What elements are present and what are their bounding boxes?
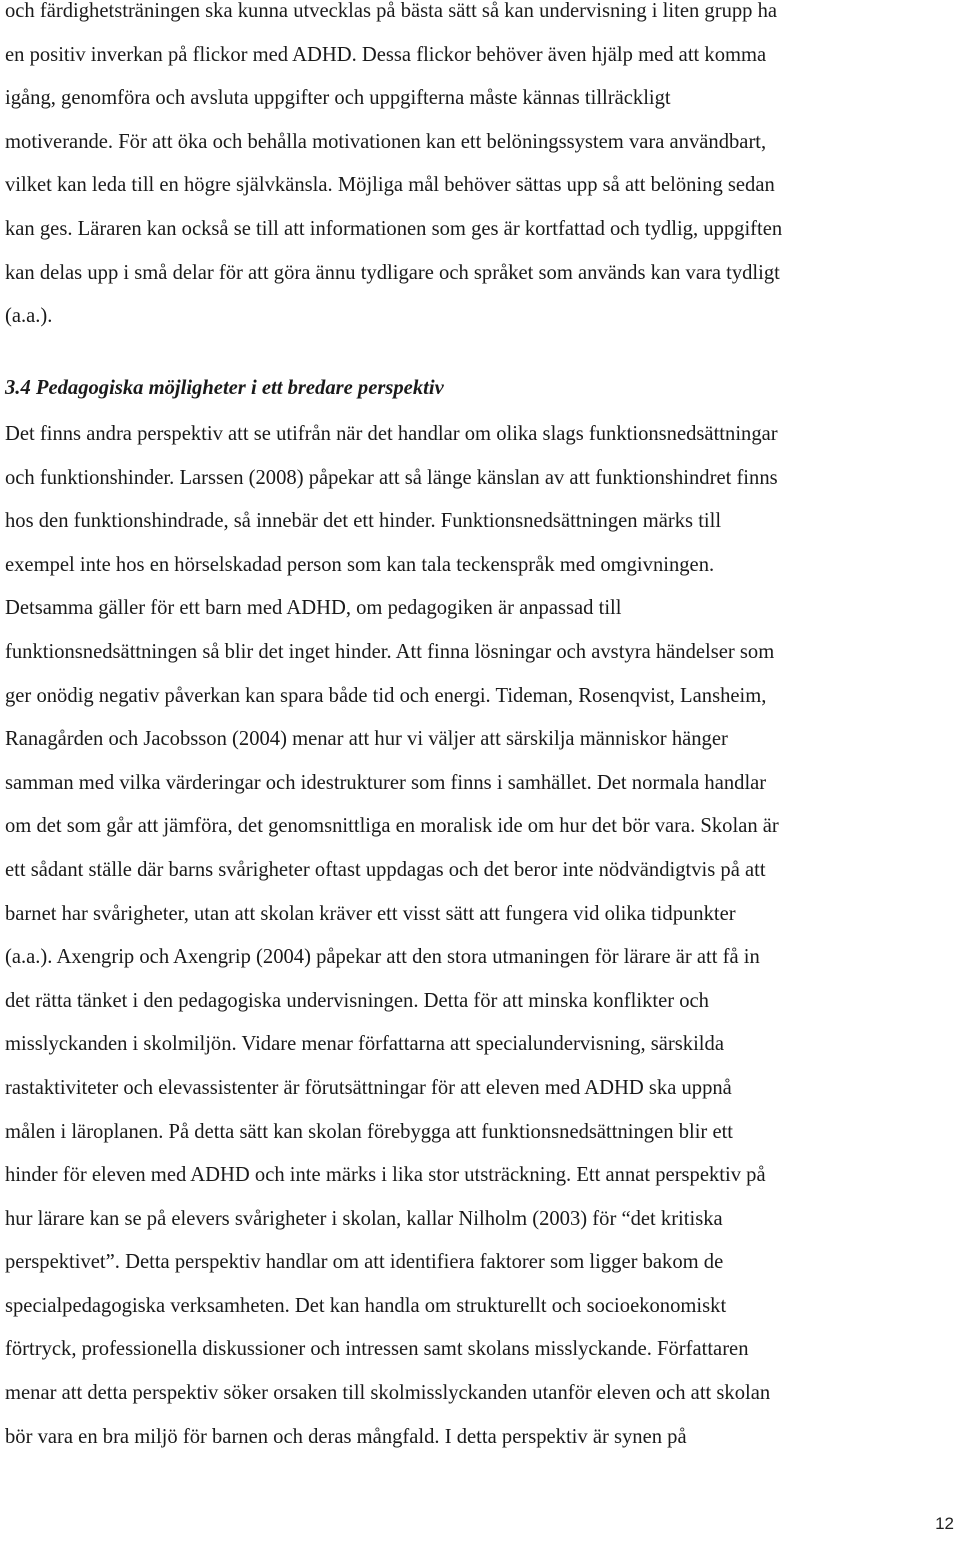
text-line: samman med vilka värderingar och idestrukturer som finns i samhället. Det normala handlar bbox=[5, 771, 767, 794]
text-line: exempel inte hos en hörselskadad person som kan tala teckenspråk med omgivningen. bbox=[5, 553, 715, 576]
text-line: misslyckanden i skolmiljön. Vidare menar författarna att specialundervisning, särskilda bbox=[5, 1033, 724, 1056]
text-line: Ranagården och Jacobsson (2004) menar att hur vi väljer att särskilja människor hänger bbox=[5, 728, 728, 751]
text-line: om det som går att jämföra, det genomsnittliga en moralisk ide om hur det bör vara. Skolan är bbox=[5, 815, 779, 838]
text-line: målen i läroplanen. På detta sätt kan skolan förebygga att funktionsnedsättningen blir ett bbox=[5, 1120, 734, 1143]
text-line: (a.a.). Axengrip och Axengrip (2004) påpekar att den stora utmaningen för lärare är att få in bbox=[5, 946, 760, 969]
text-line: Det finns andra perspektiv att se utifrån när det handlar om olika slags funktionsnedsättningar bbox=[5, 423, 778, 445]
text-line: ett sådant ställe där barns svårigheter oftast uppdagas och det beror inte nödvändigtvis på att bbox=[5, 858, 766, 881]
text-line: specialpedagogiska verksamheten. Det kan handla om strukturellt och socioekonomiskt bbox=[5, 1294, 727, 1317]
text-line: rastaktiviteter och elevassistenter är förutsättningar för att eleven med ADHD ska uppnå bbox=[5, 1076, 732, 1099]
text-line: kan ges. Läraren kan också se till att informationen som ges är kortfattad och tydlig, uppgiften bbox=[5, 217, 783, 240]
text-line: hinder för eleven med ADHD och inte märks i lika stor utsträckning. Ett annat perspektiv på bbox=[5, 1164, 766, 1187]
section-heading: 3.4 Pedagogiska möjligheter i ett bredare perspektiv bbox=[5, 377, 444, 399]
text-line: kan delas upp i små delar för att göra ännu tydligare och språket som används kan vara tydligt bbox=[5, 261, 780, 284]
text-line: igång, genomföra och avsluta uppgifter och uppgifterna måste kännas tillräckligt bbox=[5, 87, 671, 110]
text-line: det rätta tänket i den pedagogiska undervisningen. Detta för att minska konflikter och bbox=[5, 989, 709, 1012]
text-line: hur lärare kan se på elevers svårigheter i skolan, kallar Nilholm (2003) för “det kritiska bbox=[5, 1207, 723, 1230]
text-line: (a.a.). bbox=[5, 305, 53, 328]
paragraph-1 bbox=[5, 0, 782, 339]
text-line: bör vara en bra miljö för barnen och deras mångfald. I detta perspektiv är synen på bbox=[5, 1425, 687, 1448]
text-line: funktionsnedsättningen så blir det inget hinder. Att finna lösningar och avstyra händelser som bbox=[5, 640, 775, 663]
text-line: vilket kan leda till en högre självkänsla. Möjliga mål behöver sättas upp så att belöning sedan bbox=[5, 174, 775, 197]
text-line: förtryck, professionella diskussioner och intressen samt skolans misslyckande. Författaren bbox=[5, 1338, 749, 1361]
text-line: barnet har svårigheter, utan att skolan kräver ett visst sätt att fungera vid olika tidpunkter bbox=[5, 902, 736, 925]
text-line: Detsamma gäller för ett barn med ADHD, om pedagogiken är anpassad till bbox=[5, 597, 622, 620]
text-line: motiverande. För att öka och behålla motivationen kan ett belöningssystem vara användbart, bbox=[5, 130, 767, 153]
page-number: 12 bbox=[935, 1514, 954, 1533]
text-line: och funktionshinder. Larssen (2008) påpekar att så länge känslan av att funktionshindret finns bbox=[5, 466, 778, 489]
text-line: och färdighetsträningen ska kunna utvecklas på bästa sätt så kan undervisning i liten grupp ha bbox=[5, 0, 778, 22]
text-line: menar att detta perspektiv söker orsaken till skolmisslyckanden utanför eleven och att skolan bbox=[5, 1382, 771, 1405]
text-line: en positiv inverkan på flickor med ADHD. Dessa flickor behöver även hjälp med att komma bbox=[5, 43, 767, 66]
text-line: hos den funktionshindrade, så innebär det ett hinder. Funktionsnedsättningen märks till bbox=[5, 510, 722, 533]
paragraph-2 bbox=[5, 413, 779, 1459]
text-line: perspektivet”. Detta perspektiv handlar om att identifiera faktorer som ligger bakom de bbox=[5, 1251, 724, 1274]
text-line: ger onödig negativ påverkan kan spara både tid och energi. Tideman, Rosenqvist, Lansheim, bbox=[5, 684, 767, 707]
